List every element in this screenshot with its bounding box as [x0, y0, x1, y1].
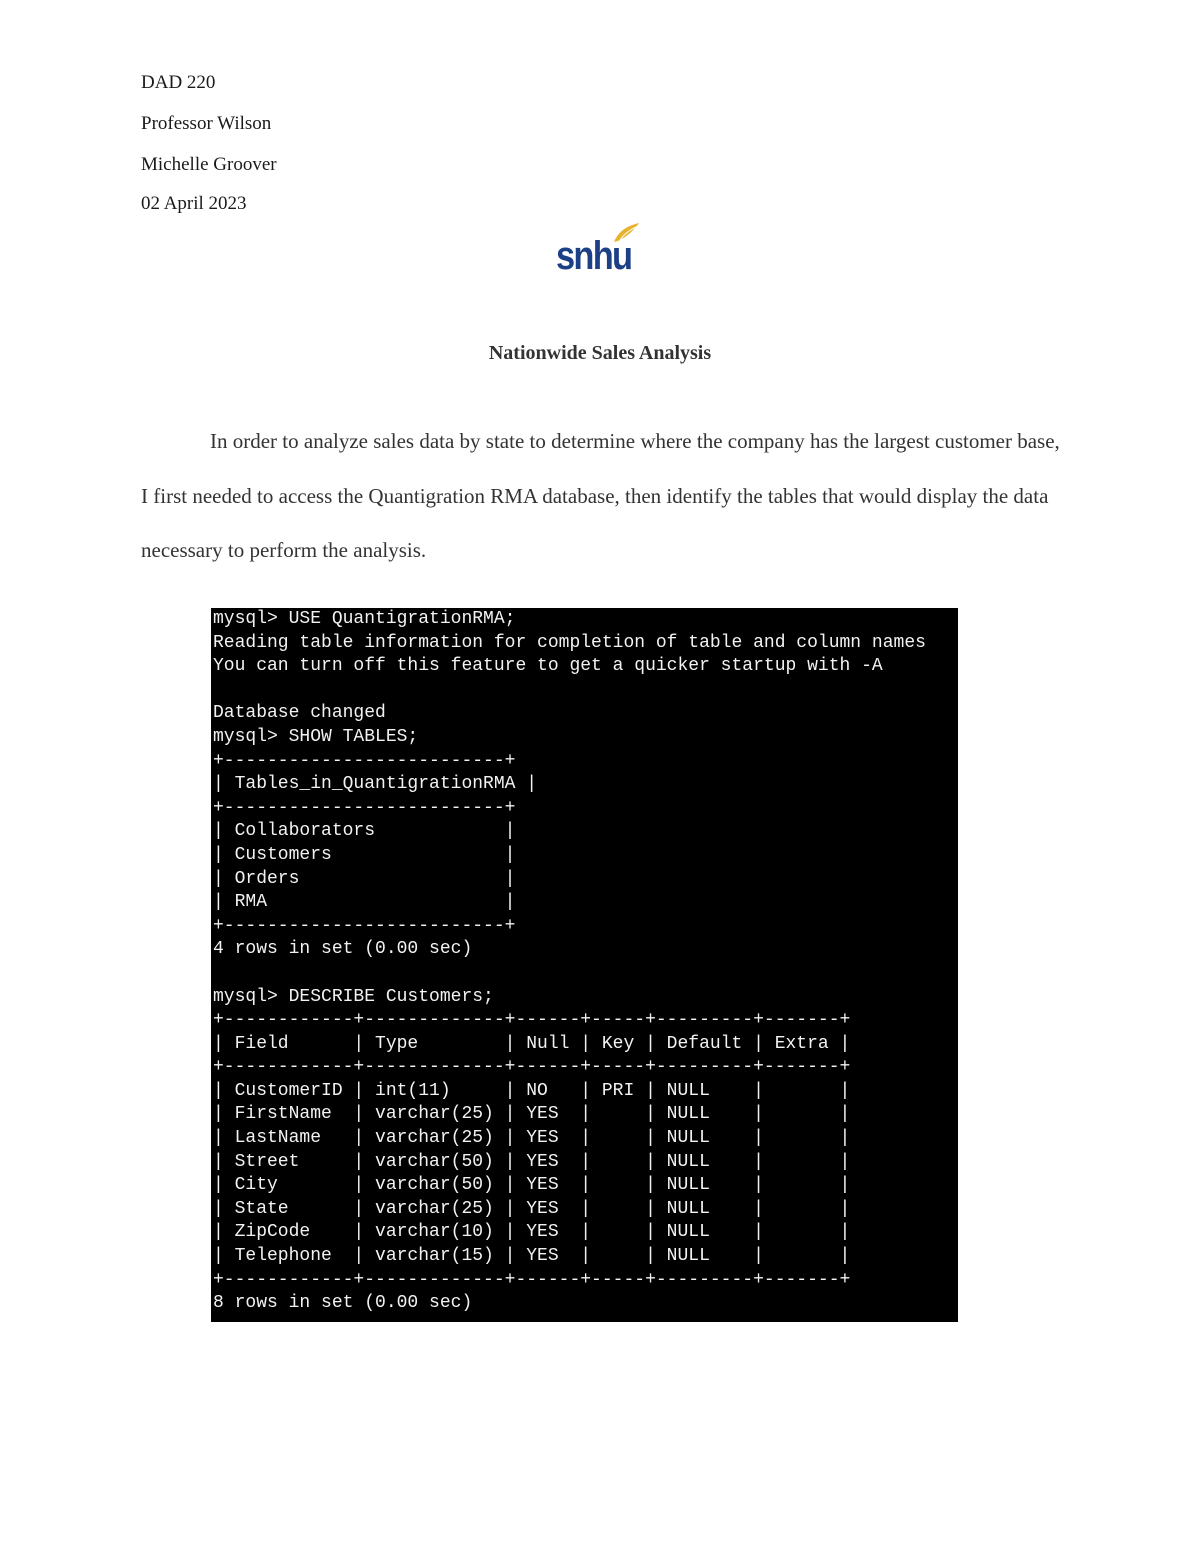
- terminal-line: [213, 962, 958, 986]
- document-title: Nationwide Sales Analysis: [488, 342, 712, 364]
- terminal-line: | City | varchar(50) | YES | | NULL | |: [213, 1175, 851, 1196]
- professor-name: Professor Wilson: [141, 113, 272, 134]
- terminal-line: | LastName | varchar(25) | YES | | NULL | |: [213, 1128, 851, 1149]
- terminal-line: +------------+-------------+------+-----+---------+-------+: [213, 1269, 851, 1290]
- body-paragraph: [141, 414, 1061, 578]
- paragraph-text: In order to analyze sales data by state to determine where the company has the largest customer base, I first needed to access the Quantigration RMA database, then identify the tables that would display the data necessary to perform the analysis.: [141, 429, 1060, 562]
- terminal-line: | ZipCode | varchar(10) | YES | | NULL | |: [213, 1222, 851, 1243]
- terminal-line: Reading table information for completion of table and column names: [213, 632, 926, 653]
- terminal-line: | Telephone | varchar(15) | YES | | NULL | |: [213, 1246, 851, 1267]
- student-name: Michelle Groover: [141, 154, 277, 175]
- terminal-line: mysql> SHOW TABLES;: [213, 726, 419, 747]
- terminal-line: You can turn off this feature to get a quicker startup with -A: [213, 656, 883, 677]
- terminal-line: | Tables_in_QuantigrationRMA |: [213, 774, 538, 795]
- terminal-line: | Street | varchar(50) | YES | | NULL | |: [213, 1151, 851, 1172]
- course-code: DAD 220: [141, 72, 216, 93]
- terminal-line: Database changed: [213, 703, 386, 724]
- document-date: 02 April 2023: [141, 193, 247, 214]
- terminal-line: | Orders |: [213, 868, 516, 889]
- terminal-line: | State | varchar(25) | YES | | NULL | |: [213, 1198, 851, 1219]
- terminal-line: +--------------------------+: [213, 915, 516, 936]
- terminal-line: | Customers |: [213, 844, 516, 865]
- terminal-line: | Field | Type | Null | Key | Default | Extra |: [213, 1033, 851, 1054]
- terminal-line: mysql> DESCRIBE Customers;: [213, 986, 494, 1007]
- terminal-line: +--------------------------+: [213, 797, 516, 818]
- terminal-line: mysql> USE QuantigrationRMA;: [213, 609, 516, 629]
- terminal-line: +--------------------------+: [213, 750, 516, 771]
- terminal-line: [213, 679, 958, 703]
- terminal-line: 4 rows in set (0.00 sec): [213, 939, 473, 960]
- terminal-line: 8 rows in set (0.00 sec): [213, 1293, 473, 1314]
- terminal-output: [211, 608, 958, 1316]
- terminal-line: +------------+-------------+------+-----+---------+-------+: [213, 1010, 851, 1031]
- terminal-line: | RMA |: [213, 892, 516, 913]
- terminal-line: | CustomerID | int(11) | NO | PRI | NULL | |: [213, 1080, 851, 1101]
- terminal-line: | FirstName | varchar(25) | YES | | NULL | |: [213, 1104, 851, 1125]
- terminal-line: | Collaborators |: [213, 821, 516, 842]
- logo-wordmark: snhu: [556, 234, 632, 278]
- terminal-line: +------------+-------------+------+-----+---------+-------+: [213, 1057, 851, 1078]
- snhu-logo: [556, 222, 640, 282]
- mysql-terminal-screenshot: [211, 608, 958, 1322]
